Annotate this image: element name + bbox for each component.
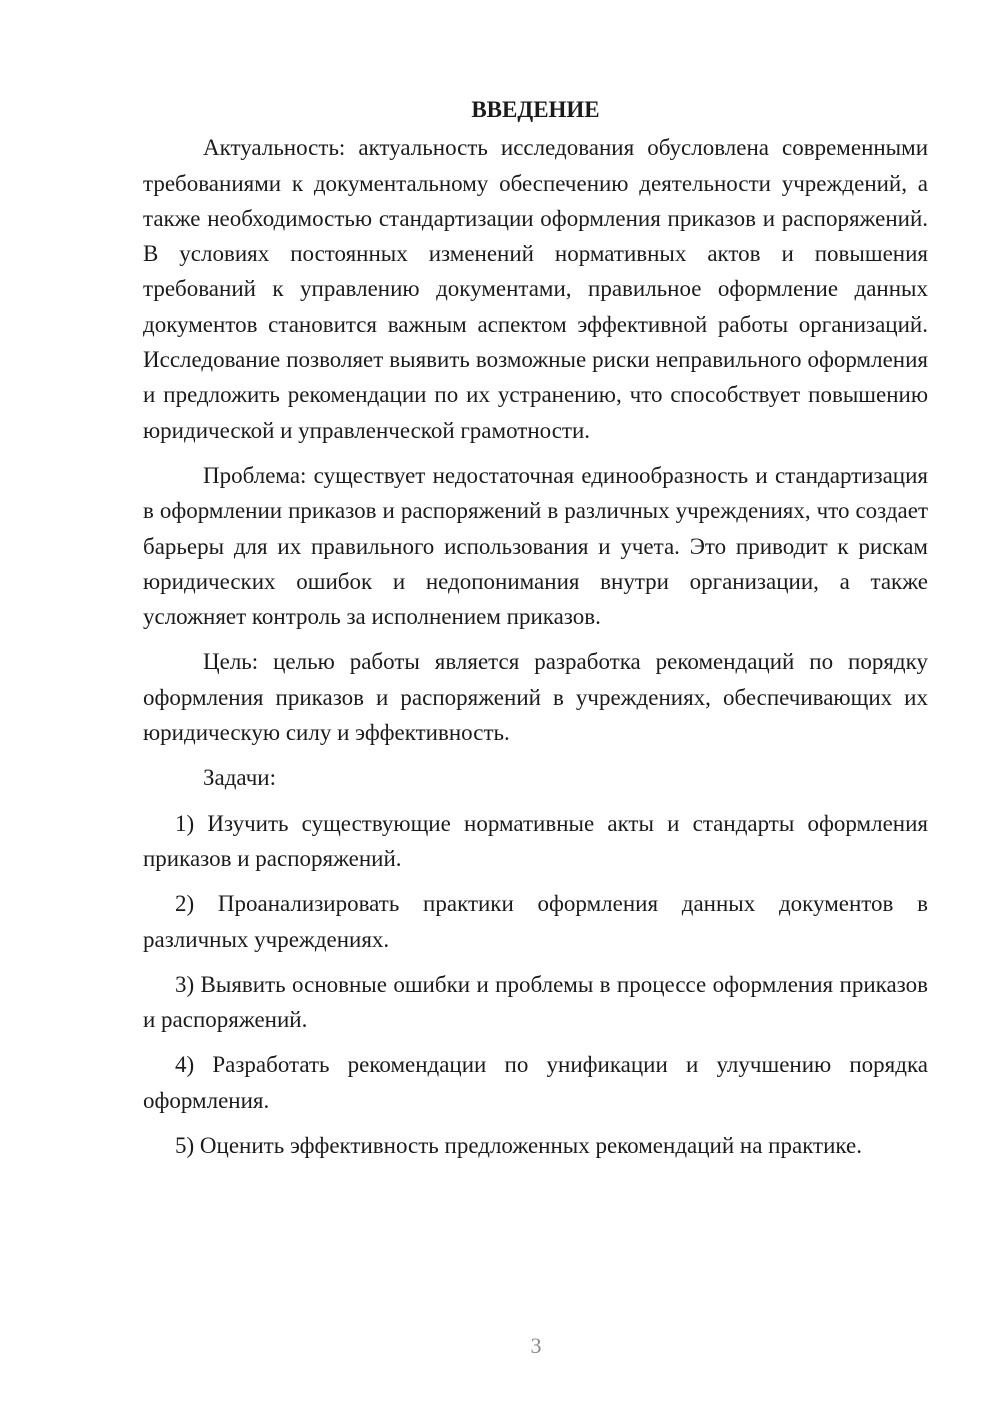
page-content: [143, 92, 928, 1173]
task-item-5: 5) Оценить эффективность предложенных рекомендаций на практике.: [175, 1133, 862, 1159]
paragraph-relevance: Актуальность: актуальность исследования обусловлена современными требованиями к документальному обеспечению деятельности учреждений, а также необходимостью стандартизации оформления приказов и распоряжений. В условиях постоянных изменений нормативных актов и повышения требований к управлению документами, правильное оформление данных документов становится важным аспектом эффективной работы организаций. Исследование позволяет выявить возможные риски неправильного оформления и предложить рекомендации по их устранению, что способствует повышению юридической и управленческой грамотности.: [143, 135, 928, 443]
task-item-4: 4) Разработать рекомендации по унификации и улучшению порядка оформления.: [143, 1052, 928, 1113]
page-number: 3: [530, 1333, 542, 1358]
paragraph-tasks-label: Задачи:: [203, 765, 276, 791]
paragraph-goal: Цель: целью работы является разработка рекомендаций по порядку оформления приказов и распоряжений в учреждениях, обеспечивающих их юридическую силу и эффективность.: [143, 649, 928, 746]
task-item-3: 3) Выявить основные ошибки и проблемы в процессе оформления приказов и распоряжений.: [143, 971, 928, 1033]
task-item-2: 2) Проанализировать практики оформления данных документов в различных учреждениях.: [143, 891, 928, 952]
paragraph-problem: Проблема: существует недостаточная единообразность и стандартизация в оформлении приказов и распоряжений в различных учреждениях, что создает барьеры для их правильного использования и учета. Это приводит к рискам юридических ошибок и недопонимания внутри организации, а также усложняет контроль за исполнением приказов.: [143, 462, 928, 630]
section-heading: ВВЕДЕНИЕ: [471, 97, 600, 122]
task-item-1: 1) Изучить существующие нормативные акты и стандарты оформления приказов и распоряжений.: [143, 810, 928, 871]
